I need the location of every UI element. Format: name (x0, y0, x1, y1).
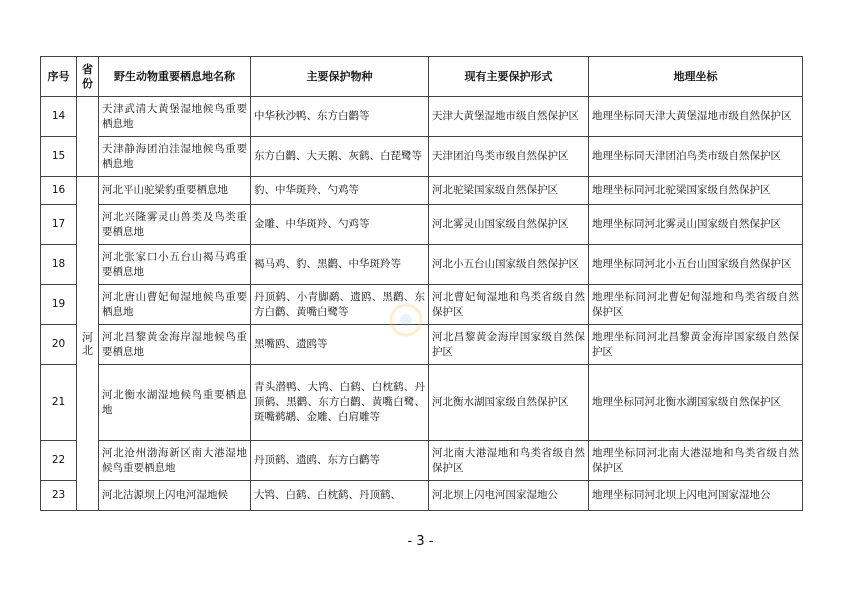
row-habitat-name: 河北兴隆雾灵山兽类及鸟类重要栖息地 (99, 205, 251, 245)
row-species: 豹、中华斑羚、勺鸡等 (251, 177, 429, 205)
header-province: 省 份 (77, 57, 99, 97)
header-coordinates: 地理坐标 (589, 57, 803, 97)
header-habitat-name: 野生动物重要栖息地名称 (99, 57, 251, 97)
table-row (41, 365, 803, 441)
row-serial: 17 (41, 205, 77, 245)
row-species: 金雕、中华斑羚、勺鸡等 (251, 205, 429, 245)
row-habitat-name: 河北衡水湖湿地候鸟重要栖息地 (99, 365, 251, 441)
row-habitat-name: 河北张家口小五台山褐马鸡重要栖息地 (99, 245, 251, 285)
table-row (41, 97, 803, 137)
row-habitat-name: 河北唐山曹妃甸湿地候鸟重要栖息地 (99, 285, 251, 325)
habitat-table (40, 56, 803, 511)
row-protection-form: 河北雾灵山国家级自然保护区 (429, 205, 589, 245)
table-row (41, 285, 803, 325)
table-row (41, 137, 803, 177)
row-species: 丹顶鹤、遗鸥、东方白鹳等 (251, 441, 429, 481)
province-cell-tianjin (77, 97, 99, 177)
row-coordinates: 地理坐标同河北驼梁国家级自然保护区 (589, 177, 803, 205)
row-habitat-name: 天津武清大黄堡湿地候鸟重要栖息地 (99, 97, 251, 137)
table-row (41, 325, 803, 365)
row-protection-form: 河北曹妃甸湿地和鸟类省级自然保护区 (429, 285, 589, 325)
row-protection-form: 天津大黄堡湿地市级自然保护区 (429, 97, 589, 137)
row-coordinates: 地理坐标同天津团泊鸟类市级自然保护区 (589, 137, 803, 177)
row-habitat-name: 河北昌黎黄金海岸湿地候鸟重要栖息地 (99, 325, 251, 365)
row-serial: 19 (41, 285, 77, 325)
province-cell-hebei (77, 177, 99, 511)
row-habitat-name: 天津静海团泊洼湿地候鸟重要栖息地 (99, 137, 251, 177)
table-row (41, 481, 803, 511)
header-serial: 序号 (41, 57, 77, 97)
row-coordinates: 地理坐标同河北小五台山国家级自然保护区 (589, 245, 803, 285)
row-protection-form: 河北昌黎黄金海岸国家级自然保护区 (429, 325, 589, 365)
row-coordinates: 地理坐标同河北雾灵山国家级自然保护区 (589, 205, 803, 245)
row-habitat-name: 河北平山驼梁豹重要栖息地 (99, 177, 251, 205)
row-species: 青头潜鸭、大鸨、白鹤、白枕鹤、丹顶鹤、黑鹳、东方白鹳、黄嘴白鹭、斑嘴鹈鹕、金雕、白肩雕等 (251, 365, 429, 441)
row-protection-form: 天津团泊鸟类市级自然保护区 (429, 137, 589, 177)
row-serial: 20 (41, 325, 77, 365)
row-serial: 23 (41, 481, 77, 511)
table-header-row (41, 57, 803, 97)
row-serial: 16 (41, 177, 77, 205)
row-habitat-name: 河北沧州渤海新区南大港湿地候鸟重要栖息地 (99, 441, 251, 481)
row-serial: 14 (41, 97, 77, 137)
row-serial: 22 (41, 441, 77, 481)
header-protection-form: 现有主要保护形式 (429, 57, 589, 97)
table-row (41, 177, 803, 205)
row-coordinates: 地理坐标同河北南大港湿地和鸟类省级自然保护区 (589, 441, 803, 481)
row-protection-form: 河北小五台山国家级自然保护区 (429, 245, 589, 285)
row-coordinates: 地理坐标同河北坝上闪电河国家湿地公 (589, 481, 803, 511)
row-serial: 15 (41, 137, 77, 177)
row-species: 大鸨、白鹤、白枕鹤、丹顶鹤、 (251, 481, 429, 511)
table-row (41, 441, 803, 481)
table-row (41, 245, 803, 285)
row-species: 中华秋沙鸭、东方白鹳等 (251, 97, 429, 137)
row-coordinates: 地理坐标同河北昌黎黄金海岸国家级自然保护区 (589, 325, 803, 365)
row-protection-form: 河北驼梁国家级自然保护区 (429, 177, 589, 205)
row-protection-form: 河北衡水湖国家级自然保护区 (429, 365, 589, 441)
header-species: 主要保护物种 (251, 57, 429, 97)
page-number: - 3 - (407, 534, 434, 549)
row-serial: 21 (41, 365, 77, 441)
row-coordinates: 地理坐标同天津大黄堡湿地市级自然保护区 (589, 97, 803, 137)
row-protection-form: 河北南大港湿地和鸟类省级自然保护区 (429, 441, 589, 481)
province-label: 河北 (82, 330, 93, 357)
row-serial: 18 (41, 245, 77, 285)
row-species: 黑嘴鸥、遗鸥等 (251, 325, 429, 365)
row-coordinates: 地理坐标同河北衡水湖国家级自然保护区 (589, 365, 803, 441)
table-row (41, 205, 803, 245)
row-species: 褐马鸡、豹、黑鹳、中华斑羚等 (251, 245, 429, 285)
row-species: 东方白鹳、大天鹅、灰鹤、白琵鹭等 (251, 137, 429, 177)
row-habitat-name: 河北沽源坝上闪电河湿地候 (99, 481, 251, 511)
row-species: 丹顶鹤、小青脚鹬、遗鸥、黑鹳、东方白鹳、黄嘴白鹭等 (251, 285, 429, 325)
row-coordinates: 地理坐标同河北曹妃甸湿地和鸟类省级自然保护区 (589, 285, 803, 325)
row-protection-form: 河北坝上闪电河国家湿地公 (429, 481, 589, 511)
